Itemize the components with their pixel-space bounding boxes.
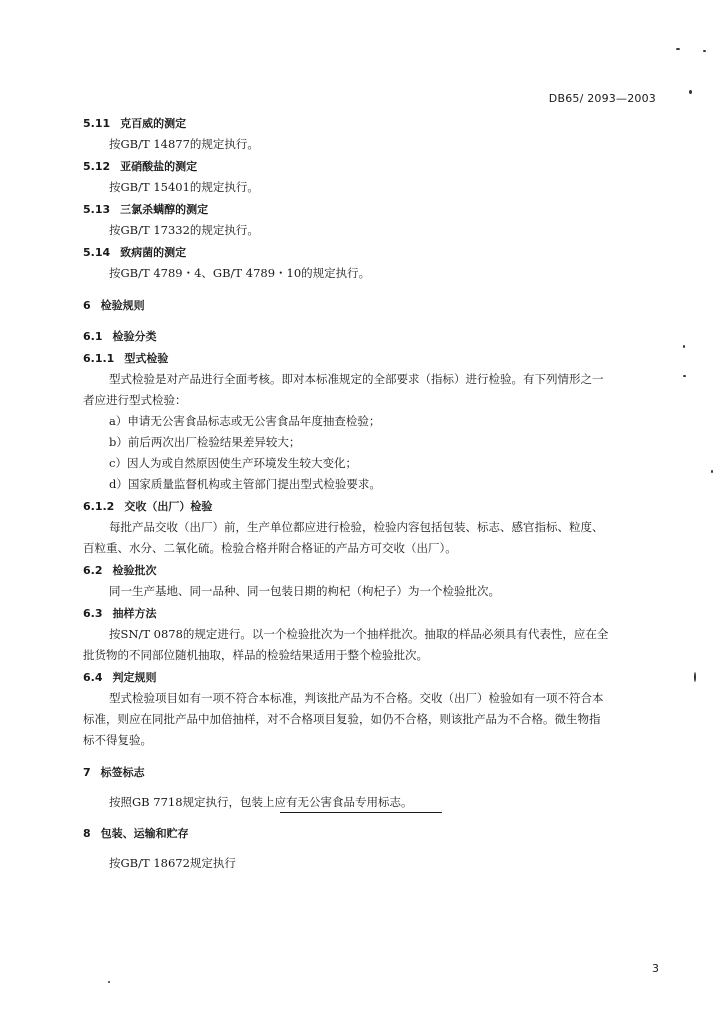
list-item: c）因人为或自然原因使生产环境发生较大变化； [109, 456, 357, 470]
document-body [83, 115, 658, 871]
paragraph-line: 同一生产基地、同一品种、同一包装日期的枸杞（枸杞子）为一个检验批次。 [109, 584, 500, 598]
section-6-2-heading [83, 562, 658, 578]
scan-speck [683, 375, 686, 377]
paragraph-line: 百粒重、水分、二氧化硫。检验合格并附合格证的产品方可交收（出厂）。 [83, 541, 457, 555]
section-number: 5.12 [83, 160, 111, 173]
section-title: 致病菌的测定 [120, 246, 187, 259]
section-title: 检验规则 [100, 299, 145, 312]
paragraph-line: 型式检验项目如有一项不符合本标准，判该批产品为不合格。交收（出厂）检验如有一项不符合本 [109, 691, 604, 705]
paragraph-line: 标准，则应在同批产品中加倍抽样，对不合格项目复验，如仍不合格，则该批产品为不合格。微生物指 [83, 712, 601, 726]
paragraph-line: 按SN/T 0878的规定进行。以一个检验批次为一个抽样批次。抽取的样品必须具有代表性，应在全 [109, 627, 609, 641]
section-number: 6.3 [83, 607, 103, 620]
section-title: 包装、运输和贮存 [100, 827, 189, 840]
paragraph-line: 按GB/T 18672规定执行 [109, 856, 236, 870]
section-number: 5.13 [83, 203, 111, 216]
list-item: a）申请无公害食品标志或无公害食品年度抽查检验； [109, 414, 381, 428]
section-number: 6.1 [83, 330, 103, 343]
end-rule [280, 812, 442, 813]
section-5-14-body: 按GB/T 4789・4、GB/T 4789・10的规定执行。 [109, 266, 371, 280]
section-8-heading [83, 825, 658, 841]
section-5-11-body: 按GB/T 14877的规定执行。 [109, 137, 259, 151]
section-title: 亚硝酸盐的测定 [120, 160, 198, 173]
scan-speck [689, 90, 692, 94]
section-title: 判定规则 [112, 671, 157, 684]
section-number: 7 [83, 766, 91, 779]
section-6-4-heading [83, 669, 658, 685]
section-6-1-1-heading [83, 350, 658, 366]
paragraph-line: 型式检验是对产品进行全面考核。即对本标准规定的全部要求（指标）进行检验。有下列情形之一 [109, 372, 604, 386]
section-number: 6.2 [83, 564, 103, 577]
paragraph-line: 按照GB 7718规定执行，包装上应有无公害食品专用标志。 [109, 795, 413, 809]
paragraph-line: 批货物的不同部位随机抽取，样品的检验结果适用于整个检验批次。 [83, 648, 428, 662]
paragraph-line: 每批产品交收（出厂）前，生产单位都应进行检验，检验内容包括包装、标志、感官指标、粒度、 [109, 520, 604, 534]
section-5-11-heading [83, 115, 658, 131]
section-title: 检验批次 [112, 564, 157, 577]
list-item: d）国家质量监督机构或主管部门提出型式检验要求。 [109, 477, 381, 491]
section-title: 交收（出厂）检验 [124, 500, 213, 513]
list-item: b）前后两次出厂检验结果差异较大； [109, 435, 301, 449]
scan-speck [676, 48, 680, 50]
section-title: 克百威的测定 [120, 117, 187, 130]
section-5-12-heading [83, 158, 658, 174]
standard-code: DB65/ 2093—2003 [548, 92, 656, 105]
section-number: 5.14 [83, 246, 111, 259]
section-5-12-body: 按GB/T 15401的规定执行。 [109, 180, 259, 194]
section-title: 型式检验 [124, 352, 169, 365]
scan-speck [108, 981, 110, 983]
section-title: 标签标志 [100, 766, 145, 779]
scan-speck [703, 50, 706, 52]
section-6-1-heading [83, 328, 658, 344]
section-title: 抽样方法 [112, 607, 157, 620]
paragraph-line: 者应进行型式检验： [83, 393, 187, 407]
section-number: 6.4 [83, 671, 103, 684]
section-5-13-body: 按GB/T 17332的规定执行。 [109, 223, 259, 237]
section-title: 三氯杀螨醇的测定 [120, 203, 209, 216]
section-5-14-heading [83, 244, 658, 260]
section-number: 5.11 [83, 117, 111, 130]
paragraph-line: 标不得复验。 [83, 733, 152, 747]
section-title: 检验分类 [112, 330, 157, 343]
scan-speck [683, 345, 685, 348]
section-number: 6 [83, 299, 91, 312]
section-number: 6.1.1 [83, 352, 115, 365]
section-5-13-heading [83, 201, 658, 217]
section-6-1-2-heading [83, 498, 658, 514]
page-number: 3 [652, 962, 659, 975]
scan-speck [694, 672, 696, 682]
section-7-heading [83, 764, 658, 780]
section-number: 6.1.2 [83, 500, 115, 513]
scan-speck [711, 470, 713, 473]
section-6-heading [83, 297, 658, 313]
section-number: 8 [83, 827, 91, 840]
section-6-3-heading [83, 605, 658, 621]
